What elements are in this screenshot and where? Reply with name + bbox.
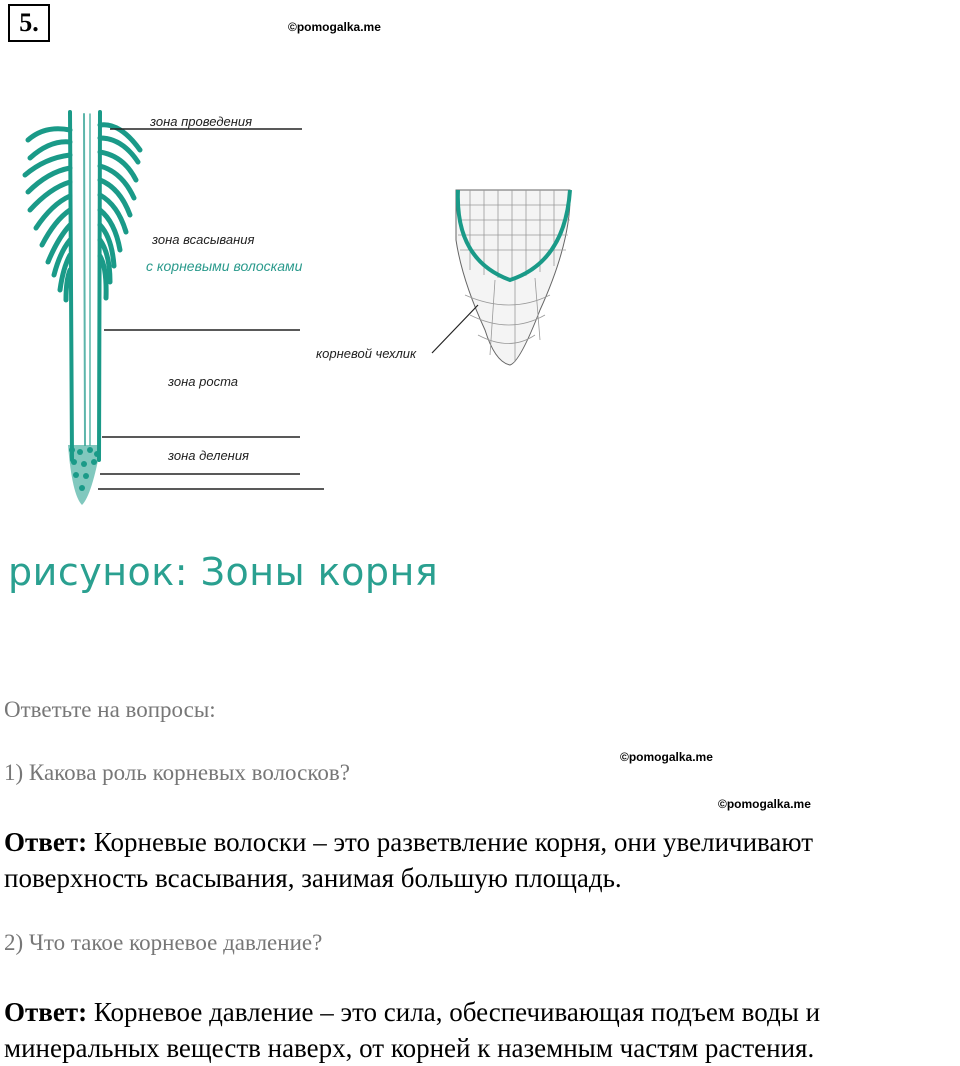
question-1: 1) Какова роль корневых волосков? [4,760,350,785]
watermark: ©pomogalka.me [288,20,381,34]
question-2: 2) Что такое корневое давление? [4,930,323,955]
zone-conduction-label: зона проведения [150,114,253,129]
zone-absorption-label: зона всасывания [152,232,255,247]
intro-text: Ответьте на вопросы: [4,697,216,722]
answer-1 [4,824,959,896]
answer-label: Ответ: [4,827,88,857]
zone-division-label: зона деления [168,448,249,463]
task-number: 5. [8,4,50,42]
zone-absorption-sublabel: с корневыми волосками [146,258,303,274]
answer-text: Корневое давление – это сила, обеспечивающая подъем воды и минеральных веществ наверх, от корней к наземным частям растения. [4,997,821,1063]
watermark: ©pomogalka.me [718,797,811,811]
figure-caption: рисунок: Зоны корня [8,550,439,594]
answer-text: Корневые волоски – это разветвление корня, они увеличивают поверхность всасывания, занимая большую площадь. [4,827,814,893]
answer-label: Ответ: [4,997,88,1027]
zone-growth-label: зона роста [168,374,238,389]
answer-2 [4,994,959,1066]
root-cap-label: корневой чехлик [316,346,417,361]
root-zones-diagram [0,100,600,520]
watermark: ©pomogalka.me [620,750,713,764]
